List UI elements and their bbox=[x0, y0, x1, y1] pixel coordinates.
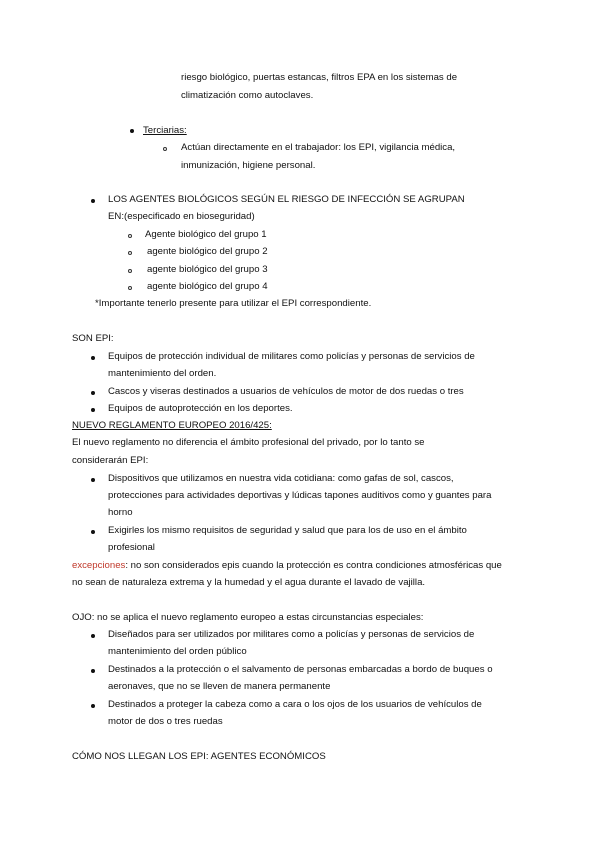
paragraph-line: climatización como autoclaves. bbox=[181, 90, 314, 101]
list-item: Destinados a la protección o el salvamento de personas embarcadas a bordo de buques o bbox=[108, 664, 493, 675]
list-item: agente biológico del grupo 2 bbox=[147, 246, 268, 257]
bullet-icon bbox=[91, 199, 95, 203]
list-item-continuation: aeronaves, que no se lleven de manera permanente bbox=[108, 681, 331, 692]
paragraph-line: OJO: no se aplica el nuevo reglamento europeo a estas circunstancias especiales: bbox=[72, 612, 424, 623]
section-heading: NUEVO REGLAMENTO EUROPEO 2016/425: bbox=[72, 420, 272, 431]
list-item: Equipos de protección individual de militares como policías y personas de servicios de bbox=[108, 351, 475, 362]
section-heading: CÓMO NOS LLEGAN LOS EPI: AGENTES ECONÓMICOS bbox=[72, 751, 326, 762]
bullet-icon bbox=[91, 669, 95, 673]
paragraph-line: considerarán EPI: bbox=[72, 455, 149, 466]
paragraph-line: El nuevo reglamento no diferencia el ámbito profesional del privado, por lo tanto se bbox=[72, 437, 425, 448]
subheading-terciarias: Terciarias: bbox=[143, 125, 187, 136]
list-item: agente biológico del grupo 4 bbox=[147, 281, 268, 292]
list-item-continuation: horno bbox=[108, 507, 133, 518]
bullet-icon bbox=[91, 704, 95, 708]
list-item-continuation: protecciones para actividades deportivas y lúdicas tapones auditivos como y guantes para bbox=[108, 490, 492, 501]
bullet-icon bbox=[91, 408, 95, 412]
list-item-continuation: inmunización, higiene personal. bbox=[181, 160, 316, 171]
paragraph-line: no sean de naturaleza extrema y la humedad y el agua durante el lavado de vajilla. bbox=[72, 577, 426, 588]
list-item: Equipos de autoprotección en los deportes. bbox=[108, 403, 293, 414]
bullet-icon bbox=[91, 391, 95, 395]
exceptions-text: : no son considerados epis cuando la protección es contra condiciones atmosféricas que bbox=[125, 560, 502, 571]
circle-bullet-icon bbox=[128, 286, 132, 290]
section-heading-continuation: EN:(especificado en bioseguridad) bbox=[108, 211, 255, 222]
list-item: Exigirles los mismo requisitos de seguridad y salud que para los de uso en el ámbito bbox=[108, 525, 467, 536]
list-item: Diseñados para ser utilizados por militares como a policías y personas de servicios de bbox=[108, 629, 475, 640]
paragraph-line: riesgo biológico, puertas estancas, filtros EPA en los sistemas de bbox=[181, 72, 458, 83]
list-item-continuation: mantenimiento del orden público bbox=[108, 646, 247, 657]
section-heading: SON EPI: bbox=[72, 333, 114, 344]
bullet-icon bbox=[91, 634, 95, 638]
list-item: Destinados a proteger la cabeza como a cara o los ojos de los usuarios de vehículos de bbox=[108, 699, 482, 710]
section-heading: LOS AGENTES BIOLÓGICOS SEGÚN EL RIESGO DE INFECCIÓN SE AGRUPAN bbox=[108, 194, 465, 205]
bullet-icon bbox=[91, 356, 95, 360]
list-item: Cascos y viseras destinados a usuarios de vehículos de motor de dos ruedas o tres bbox=[108, 386, 464, 397]
list-item-continuation: mantenimiento del orden. bbox=[108, 368, 217, 379]
list-item-continuation: motor de dos o tres ruedas bbox=[108, 716, 223, 727]
circle-bullet-icon bbox=[163, 147, 167, 151]
circle-bullet-icon bbox=[128, 251, 132, 255]
list-item: Dispositivos que utilizamos en nuestra vida cotidiana: como gafas de sol, cascos, bbox=[108, 473, 454, 484]
bullet-icon bbox=[91, 530, 95, 534]
list-item: agente biológico del grupo 3 bbox=[147, 264, 268, 275]
note-text: *Importante tenerlo presente para utilizar el EPI correspondiente. bbox=[95, 298, 372, 309]
list-item: Actúan directamente en el trabajador: los EPI, vigilancia médica, bbox=[181, 142, 456, 153]
exceptions-label: excepciones bbox=[72, 560, 126, 571]
bullet-icon bbox=[91, 478, 95, 482]
circle-bullet-icon bbox=[128, 269, 132, 273]
bullet-icon bbox=[130, 129, 134, 133]
list-item-continuation: profesional bbox=[108, 542, 155, 553]
exceptions-line bbox=[72, 560, 502, 572]
list-item: Agente biológico del grupo 1 bbox=[145, 229, 267, 240]
circle-bullet-icon bbox=[128, 234, 132, 238]
